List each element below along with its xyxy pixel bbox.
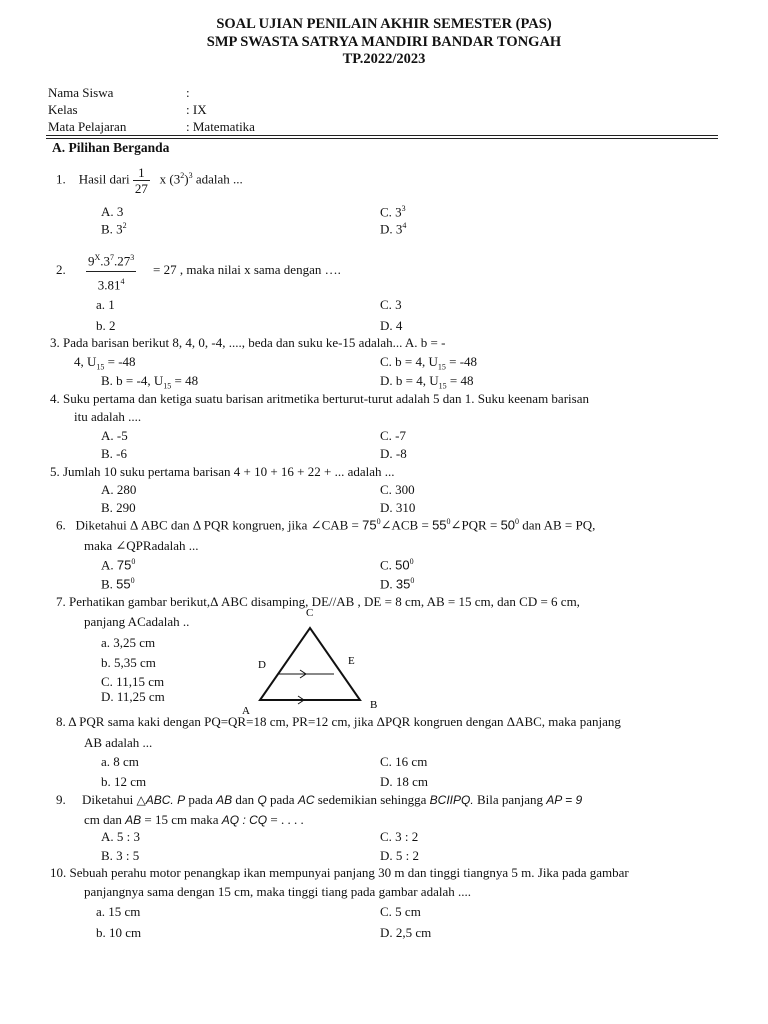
q5-option-c[interactable]: C. 300 bbox=[380, 482, 415, 497]
q7-option-c[interactable]: C. 11,15 cm bbox=[101, 674, 165, 689]
student-name-value: : bbox=[186, 85, 190, 100]
exam-title: SOAL UJIAN PENILAIN AKHIR SEMESTER (PAS) bbox=[216, 16, 552, 32]
q1-frac-den: 27 bbox=[134, 181, 148, 196]
q7-option-b[interactable]: b. 5,35 cm bbox=[101, 655, 156, 670]
q1-text-post: adalah ... bbox=[195, 171, 243, 187]
q8-option-c[interactable]: C. 16 cm bbox=[380, 754, 428, 769]
q5-option-a[interactable]: A. 280 bbox=[101, 482, 137, 497]
q2-fraction: $\frac{9^X.3^7.27^3}{3.81^4}$ bbox=[86, 248, 136, 296]
label-d: D bbox=[258, 659, 266, 671]
section-title: A. Pilihan Berganda bbox=[52, 140, 170, 155]
q10-option-d[interactable]: D. 2,5 cm bbox=[380, 925, 432, 940]
q4-question-line2: itu adalah .... bbox=[74, 409, 142, 424]
q2-option-a[interactable]: a. 1 bbox=[96, 297, 115, 312]
q9-question-line1: 9. Diketahui △ABC. P pada AB dan Q pada AC sedemikian sehingga BCIIPQ. Bila panjang AP = 9 bbox=[56, 792, 583, 807]
q8-option-d[interactable]: D. 18 cm bbox=[380, 774, 429, 789]
q1-number: 1. bbox=[56, 171, 66, 187]
q3-option-d[interactable]: D. b = 4, $U_{15} = 48$ bbox=[380, 373, 474, 391]
q4-option-a[interactable]: A. -5 bbox=[101, 428, 128, 443]
subject-value: : Matematika bbox=[186, 119, 255, 134]
q7-option-a[interactable]: a. 3,25 cm bbox=[101, 635, 156, 650]
q6-number: 6. bbox=[56, 517, 66, 533]
student-name-label: Nama Siswa bbox=[48, 85, 114, 100]
q4-question-line1: 4. Suku pertama dan ketiga suatu barisan aritmetika berturut-turut adalah 5 dan 1. Suku keenam barisan bbox=[50, 391, 589, 406]
q2-expression bbox=[86, 248, 136, 296]
q3-option-a-cont[interactable]: 4, $U_{15} = -48$ bbox=[74, 354, 136, 372]
triangle-abc bbox=[260, 628, 360, 700]
q6-question-line2: maka ∠QPRadalah ... bbox=[84, 538, 199, 553]
q6-option-a[interactable]: A. $75^0$ bbox=[101, 557, 136, 573]
q8-question-line2: AB adalah ... bbox=[84, 735, 153, 750]
q1-question: 1. Hasil dari $\frac{1}{27}$ x $(3^2)^3$ adalah ... bbox=[56, 165, 243, 196]
q8-question-line1: 8. Δ PQR sama kaki dengan PQ=QR=18 cm, PR=12 cm, jika ΔPQR kongruen dengan ΔABC, maka panjang bbox=[56, 714, 621, 729]
q8-option-a[interactable]: a. 8 cm bbox=[101, 754, 139, 769]
q3-question: 3. Pada barisan berikut 8, 4, 0, -4, ...., beda dan suku ke-15 adalah... A. b = - bbox=[50, 335, 446, 350]
q7-question-line1: 7. Perhatikan gambar berikut,Δ ABC disamping, DE//AB , DE = 8 cm, AB = 15 cm, dan CD = 6 cm, bbox=[56, 594, 580, 609]
q1-text-pre: Hasil dari bbox=[78, 171, 130, 187]
q5-question: 5. Jumlah 10 suku pertama barisan 4 + 10 + 16 + 22 + ... adalah ... bbox=[50, 464, 395, 479]
q10-option-a[interactable]: a. 15 cm bbox=[96, 904, 141, 919]
q10-option-c[interactable]: C. 5 cm bbox=[380, 904, 421, 919]
q9-number: 9. bbox=[56, 792, 66, 807]
q1-option-a[interactable]: A. 3 bbox=[101, 204, 124, 219]
q9-question-line2: cm dan AB = 15 cm maka AQ : CQ = . . . . bbox=[84, 812, 304, 827]
school-name: SMP SWASTA SATRYA MANDIRI BANDAR TONGAH bbox=[206, 34, 562, 50]
q8-option-b[interactable]: b. 12 cm bbox=[101, 774, 147, 789]
q6-question-line1: 6. Diketahui Δ ABC dan Δ PQR kongruen, jika ∠CAB = $75^0\angle ACB$ = $55^0\angle PQR = 50^0$ dan AB = PQ, bbox=[56, 517, 596, 533]
q9-option-a[interactable]: A. 5 : 3 bbox=[101, 829, 140, 844]
q2-option-b[interactable]: b. 2 bbox=[96, 318, 116, 333]
school-year: TP.2022/2023 bbox=[342, 51, 426, 67]
triangle-abc-figure bbox=[236, 600, 386, 718]
label-b: B bbox=[370, 699, 378, 711]
q1-fraction bbox=[133, 165, 150, 196]
q2-option-d[interactable]: D. 4 bbox=[380, 318, 403, 333]
q9-option-c[interactable]: C. 3 : 2 bbox=[380, 829, 419, 844]
class-value: : IX bbox=[186, 102, 207, 117]
q3-option-c[interactable]: C. b = 4, $U_{15} = -48$ bbox=[380, 354, 478, 372]
q9-option-d[interactable]: D. 5 : 2 bbox=[380, 848, 419, 863]
q7-question-line2: panjang ACadalah .. bbox=[84, 614, 190, 629]
q3-option-b[interactable]: B. b = -4, $U_{15} = 48$ bbox=[101, 373, 199, 391]
q6-option-b[interactable]: B. $55^0$ bbox=[101, 576, 135, 592]
divider-bottom bbox=[46, 138, 718, 139]
q9-option-b[interactable]: B. 3 : 5 bbox=[101, 848, 140, 863]
q2-option-c[interactable]: C. 3 bbox=[380, 297, 402, 312]
q6-option-c[interactable]: C. $50^0$ bbox=[380, 557, 414, 573]
subject-label: Mata Pelajaran bbox=[48, 119, 127, 134]
q5-option-d[interactable]: D. 310 bbox=[380, 500, 416, 515]
q4-option-d[interactable]: D. -8 bbox=[380, 446, 407, 461]
q1-option-b[interactable]: B. $3^2$ bbox=[101, 221, 127, 237]
divider-top bbox=[46, 135, 718, 136]
label-a: A bbox=[242, 705, 250, 717]
class-label: Kelas bbox=[48, 102, 78, 117]
q2-text: = 27 , maka nilai x sama dengan …. bbox=[153, 262, 341, 277]
q7-option-d[interactable]: D. 11,25 cm bbox=[101, 689, 165, 704]
q2-number: 2. bbox=[56, 262, 66, 277]
q1-frac-num: 1 bbox=[133, 165, 150, 181]
q1-option-d[interactable]: D. $3^4$ bbox=[380, 221, 407, 237]
q10-question-line1: 10. Sebuah perahu motor penangkap ikan mempunyai panjang 30 m dan tinggi tiangnya 5 m. Jika pada gambar bbox=[50, 865, 629, 880]
q6-option-d[interactable]: D. $35^0$ bbox=[380, 576, 415, 592]
label-e: E bbox=[348, 655, 355, 667]
q4-option-c[interactable]: C. -7 bbox=[380, 428, 406, 443]
q1-option-c[interactable]: C. $3^3$ bbox=[380, 204, 406, 220]
q4-option-b[interactable]: B. -6 bbox=[101, 446, 127, 461]
q10-option-b[interactable]: b. 10 cm bbox=[96, 925, 142, 940]
label-c: C bbox=[306, 607, 314, 619]
q5-option-b[interactable]: B. 290 bbox=[101, 500, 136, 515]
q10-question-line2: panjangnya sama dengan 15 cm, maka tinggi tiang pada gambar adalah .... bbox=[84, 884, 471, 899]
